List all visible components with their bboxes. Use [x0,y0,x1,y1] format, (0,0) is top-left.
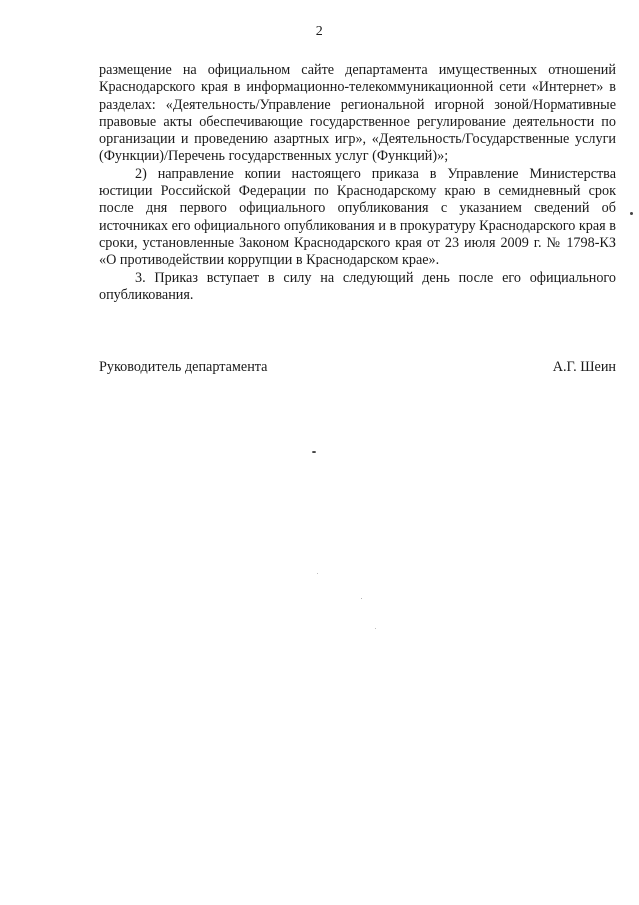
paragraph-ministry-copy: 2) направление копии настоящего приказа в Управление Министерства юстиции Российской Федерации по Краснодарскому краю в семидневный срок после дня первого официального опубликования с указанием сведений об источниках его официального опубликования и в прокуратуру Краснодарского края в сроки, установленные Законом Краснодарского края от 23 июля 2009 г. № 1798-КЗ «О противодействии коррупции в Краснодарском крае». [99,165,616,269]
signatory-position: Руководитель департамента [99,359,268,375]
scan-speck [317,573,318,574]
paragraph-effective-date: 3. Приказ вступает в силу на следующий день после его официального опубликования. [99,269,616,303]
paragraph-publication: размещение на официальном сайте департамента имущественных отношений Краснодарского края в информационно-телекоммуникационной сети «Интернет» в разделах: «Деятельность/Управление региональной игорной зоной/Нормативные правовые акты обеспечивающие государственное регулирование деятельности по организации и проведению азартных игр», «Деятельность/Государственные услуги (Функции)/Перечень государственных услуг (Функций)»; [99,62,616,165]
scan-speck [630,212,633,215]
scan-speck [375,628,376,629]
signatory-name: А.Г. Шеин [552,359,616,375]
scan-speck [312,451,316,453]
page-number: 2 [315,24,324,39]
signature-block [99,359,616,376]
document-body [99,62,616,304]
scan-speck [361,598,362,599]
